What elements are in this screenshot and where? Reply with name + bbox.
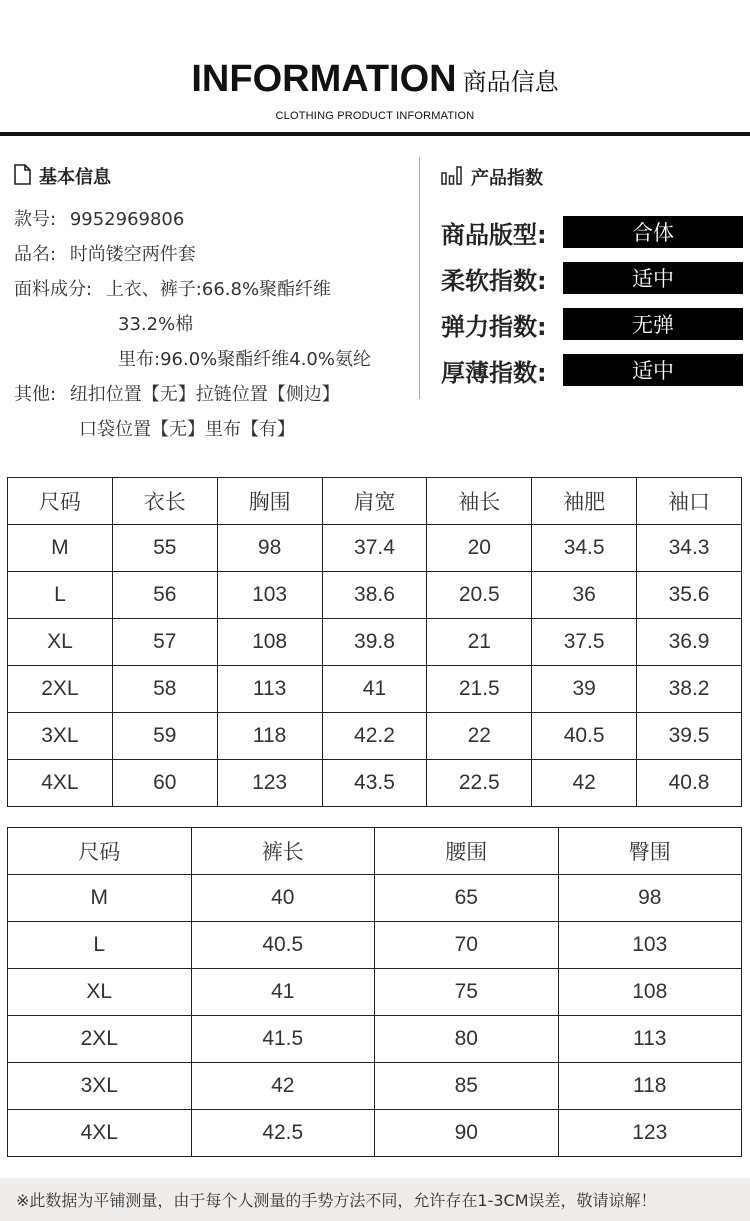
other-value-1: 纽扣位置【无】拉链位置【侧边】 [69, 384, 340, 405]
table-cell: XL [8, 619, 113, 666]
style-number-label: 款号: [14, 209, 57, 230]
table-cell: 75 [375, 969, 559, 1016]
table-cell: 21 [427, 619, 532, 666]
table-cell: 36.9 [637, 619, 742, 666]
table-cell: 37.4 [322, 525, 427, 572]
index-value: 无弹 [563, 308, 743, 340]
table-cell: 35.6 [637, 572, 742, 619]
table-cell: 22.5 [427, 760, 532, 807]
index-label: 弹力指数: [441, 312, 547, 341]
header [0, 0, 750, 140]
top-size-table [7, 477, 742, 807]
index-value: 适中 [563, 262, 743, 294]
footer-note-bar [0, 1178, 750, 1221]
table-header-cell: 裤长 [191, 828, 375, 875]
table-cell: 108 [558, 969, 742, 1016]
page-subtitle: CLOTHING PRODUCT INFORMATION [275, 110, 475, 122]
index-value: 适中 [563, 354, 743, 386]
page-title [0, 58, 750, 101]
index-label: 柔软指数: [441, 266, 547, 295]
table-cell: 80 [375, 1016, 559, 1063]
table-cell: 43.5 [322, 760, 427, 807]
table-header-cell: 尺码 [8, 828, 192, 875]
index-row-elasticity [441, 308, 743, 340]
style-number-value: 9952969806 [69, 209, 185, 230]
table-cell: 103 [217, 572, 322, 619]
product-index-heading [441, 162, 543, 192]
table-cell: 42 [191, 1063, 375, 1110]
table-cell: 41 [191, 969, 375, 1016]
table-cell: 41.5 [191, 1016, 375, 1063]
table-row [8, 619, 742, 666]
table-cell: 98 [558, 875, 742, 922]
table-cell: 34.3 [637, 525, 742, 572]
table-cell: 42.2 [322, 713, 427, 760]
table-cell: 40.5 [191, 922, 375, 969]
table-cell: 103 [558, 922, 742, 969]
product-name-value: 时尚镂空两件套 [69, 244, 196, 265]
table-cell: 42.5 [191, 1110, 375, 1157]
table-cell: M [8, 525, 113, 572]
header-divider [0, 132, 750, 136]
table-cell: 20.5 [427, 572, 532, 619]
table-cell: 21.5 [427, 666, 532, 713]
basic-info-title: 基本信息 [39, 167, 111, 188]
table-header-cell: 腰围 [375, 828, 559, 875]
document-icon [14, 164, 31, 189]
table-cell: 22 [427, 713, 532, 760]
other-label: 其他: [14, 384, 57, 405]
table-cell: 34.5 [532, 525, 637, 572]
table-cell: 118 [558, 1063, 742, 1110]
table-cell: 70 [375, 922, 559, 969]
fabric-value-2: 33.2%棉 [118, 314, 194, 335]
title-english: INFORMATION [191, 58, 457, 100]
table-row [8, 1110, 742, 1157]
table-cell: 38.2 [637, 666, 742, 713]
title-chinese: 商品信息 [462, 68, 559, 96]
fabric-row [14, 275, 331, 301]
table-row [8, 1016, 742, 1063]
table-header-cell: 肩宽 [322, 478, 427, 525]
table-row [8, 875, 742, 922]
table-cell: 40.5 [532, 713, 637, 760]
table-row [8, 525, 742, 572]
table-cell: 123 [217, 760, 322, 807]
table-cell: 3XL [8, 1063, 192, 1110]
table-header-cell: 衣长 [112, 478, 217, 525]
table-header-cell: 臀围 [558, 828, 742, 875]
table-cell: 90 [375, 1110, 559, 1157]
table-cell: 85 [375, 1063, 559, 1110]
table-cell: 42 [532, 760, 637, 807]
table-row [8, 969, 742, 1016]
table-cell: 58 [112, 666, 217, 713]
index-row-softness [441, 262, 743, 294]
table-cell: 55 [112, 525, 217, 572]
index-label: 商品版型: [441, 220, 547, 249]
table-row [8, 760, 742, 807]
table-header-cell: 袖肥 [532, 478, 637, 525]
measurement-note: ※此数据为平铺测量，由于每个人测量的手势方法不同，允许存在1-3CM误差，敬请谅解！ [16, 1191, 657, 1210]
table-cell: 20 [427, 525, 532, 572]
table-cell: 39.8 [322, 619, 427, 666]
table-cell: 98 [217, 525, 322, 572]
vertical-divider [419, 157, 420, 399]
fabric-value-3: 里布:96.0%聚酯纤维4.0%氨纶 [118, 349, 371, 370]
product-name-row [14, 240, 196, 266]
fabric-label: 面料成分: [14, 279, 93, 300]
table-row [8, 572, 742, 619]
index-label: 厚薄指数: [441, 358, 547, 387]
table-cell: 40.8 [637, 760, 742, 807]
table-cell: 39 [532, 666, 637, 713]
table-cell: 40 [191, 875, 375, 922]
table-cell: XL [8, 969, 192, 1016]
table-header-cell: 胸围 [217, 478, 322, 525]
table-cell: 108 [217, 619, 322, 666]
table-cell: 41 [322, 666, 427, 713]
table-row [8, 666, 742, 713]
table-header-row [8, 478, 742, 525]
table-cell: 60 [112, 760, 217, 807]
table-header-cell: 袖口 [637, 478, 742, 525]
index-value: 合体 [563, 216, 743, 248]
table-cell: 113 [558, 1016, 742, 1063]
index-row-thickness [441, 354, 743, 386]
table-cell: 57 [112, 619, 217, 666]
table-header-cell: 袖长 [427, 478, 532, 525]
other-value-2: 口袋位置【无】里布【有】 [79, 419, 295, 440]
table-cell: M [8, 875, 192, 922]
table-cell: L [8, 572, 113, 619]
bottom-size-table [7, 827, 742, 1157]
table-row [8, 1063, 742, 1110]
table-header-cell: 尺码 [8, 478, 113, 525]
table-cell: 56 [112, 572, 217, 619]
table-cell: 59 [112, 713, 217, 760]
table-cell: 38.6 [322, 572, 427, 619]
index-row-fit [441, 216, 743, 248]
bar-chart-icon [441, 165, 463, 189]
style-number-row [14, 205, 184, 231]
table-cell: 4XL [8, 1110, 192, 1157]
table-cell: 2XL [8, 1016, 192, 1063]
table-row [8, 922, 742, 969]
table-cell: L [8, 922, 192, 969]
table-cell: 3XL [8, 713, 113, 760]
table-cell: 2XL [8, 666, 113, 713]
table-header-row [8, 828, 742, 875]
table-cell: 65 [375, 875, 559, 922]
table-row [8, 713, 742, 760]
product-name-label: 品名: [14, 244, 57, 265]
table-cell: 39.5 [637, 713, 742, 760]
table-cell: 118 [217, 713, 322, 760]
table-cell: 123 [558, 1110, 742, 1157]
table-cell: 36 [532, 572, 637, 619]
table-cell: 37.5 [532, 619, 637, 666]
product-index-title: 产品指数 [471, 168, 543, 189]
basic-info-heading [14, 161, 111, 191]
fabric-value-1: 上衣、裤子:66.8%聚酯纤维 [105, 279, 332, 300]
table-cell: 113 [217, 666, 322, 713]
table-cell: 4XL [8, 760, 113, 807]
other-row [14, 380, 340, 406]
